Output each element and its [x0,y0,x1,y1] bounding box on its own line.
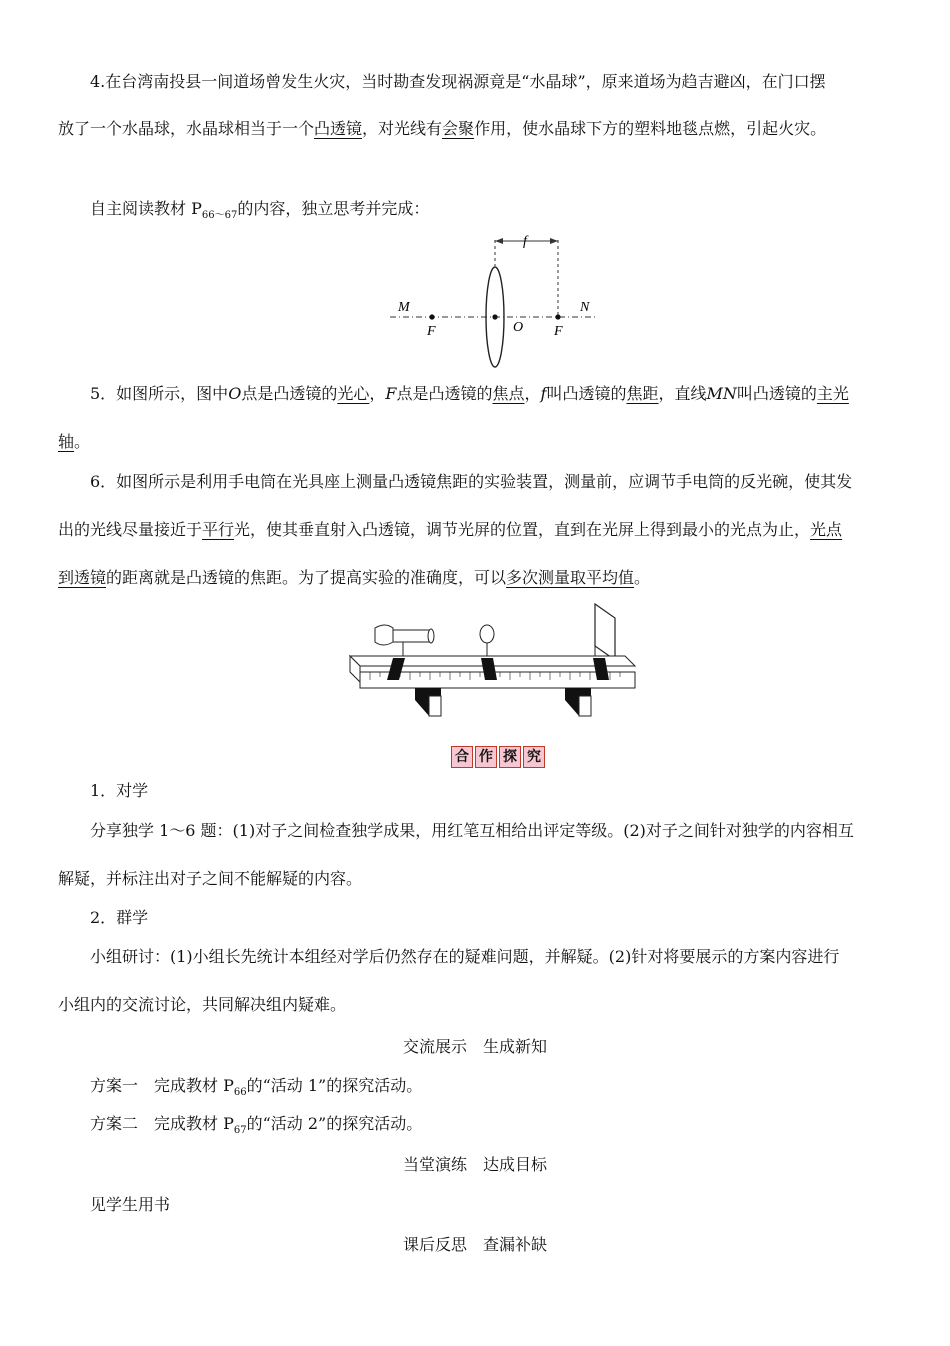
s1-line1: 分享独学 1～6 题：(1)对子之间检查独学成果，用红笔互相给出评定等级。(2)对子之间针对独学的内容相互 [90,821,854,840]
section-badge-cooperative-inquiry [451,746,545,768]
q6-line1: 6．如图所示是利用手电筒在光具座上测量凸透镜焦距的实验装置，测量前，应调节手电筒的反光碗，使其发 [90,472,853,491]
q6-answer-3: 多次测量取平均值 [506,568,635,587]
s1-title: 1．对学 [90,781,149,800]
label-N: N [580,300,590,315]
optical-center-dot [492,314,497,319]
q6-line3: 到透镜的距离就是凸透镜的焦距。为了提高实验的准确度，可以多次测量取平均值。 [58,568,651,587]
label-O: O [513,320,524,335]
badge-char-4: 究 [523,746,545,768]
convex-lens-diagram [380,228,610,373]
q4-line1: 4.在台湾南投县一间道场曾发生火灾，当时勘查发现祸源竟是“水晶球”，原来道场为趋吉避凶，在门口摆 [90,72,826,91]
badge-char-3: 探 [499,746,521,768]
see-student-book: 见学生用书 [90,1195,171,1214]
q5-answer-1: 光心 [337,384,370,403]
s2-title: 2．群学 [90,908,149,927]
lens-on-holder [480,625,494,643]
focus-left-dot [429,314,434,319]
q6-line2: 出的光线尽量接近于平行光，使其垂直射入凸透镜，调节光屏的位置，直到在光屏上得到最小的光点为止，光点 [58,520,843,539]
q5-line1: 5．如图所示，图中O点是凸透镜的光心，F点是凸透镜的焦点，f叫凸透镜的焦距，直线MN叫凸透镜的主光 [90,384,849,403]
q6-answer-2a: 光点 [810,520,843,539]
q6-answer-2b: 到透镜 [58,568,107,587]
badge-char-1: 合 [451,746,473,768]
q4-answer-1: 凸透镜 [314,119,363,138]
bench-scale [360,672,635,688]
label-F-right: F [554,324,563,339]
q5-answer-4a: 主光 [816,384,849,403]
plan-one: 方案一 完成教材 $P_{66}$的“活动 1”的探究活动。 [90,1076,423,1099]
q4-line2: 放了一个水晶球，水晶球相当于一个凸透镜，对光线有会聚作用，使水晶球下方的塑料地毯点燃，引起火灾。 [58,119,827,138]
plan-two: 方案二 完成教材 $P_{67}$的“活动 2”的探究活动。 [90,1114,423,1137]
q5-answer-4b: 轴 [58,432,75,451]
label-M: M [398,300,410,315]
q5-line2: 轴。 [58,432,91,451]
label-f: f [523,234,527,249]
label-F-left: F [427,324,436,339]
s2-line2: 小组内的交流讨论，共同解决组内疑难。 [58,995,347,1014]
badge-char-2: 作 [475,746,497,768]
q5-answer-2: 焦点 [492,384,525,403]
light-screen [595,604,615,660]
heading-exchange: 交流展示 生成新知 [402,1037,547,1056]
heading-practice: 当堂演练 达成目标 [402,1155,547,1174]
reading-instruction: 自主阅读教材 $P_{66\sim 67}$的内容，独立思考并完成： [90,199,430,222]
optical-bench-diagram [345,600,640,725]
s2-line1: 小组研讨：(1)小组长先统计本组经对学后仍然存在的疑难问题，并解疑。(2)针对将要展示的方案内容进行 [90,947,840,966]
q6-answer-1: 平行 [202,520,235,539]
s1-line2: 解疑，并标注出对子之间不能解疑的内容。 [58,869,363,888]
q5-answer-3: 焦距 [626,384,659,403]
q4-answer-2: 会聚 [442,119,475,138]
focus-right-dot [555,314,560,319]
heading-reflection: 课后反思 查漏补缺 [402,1235,547,1254]
